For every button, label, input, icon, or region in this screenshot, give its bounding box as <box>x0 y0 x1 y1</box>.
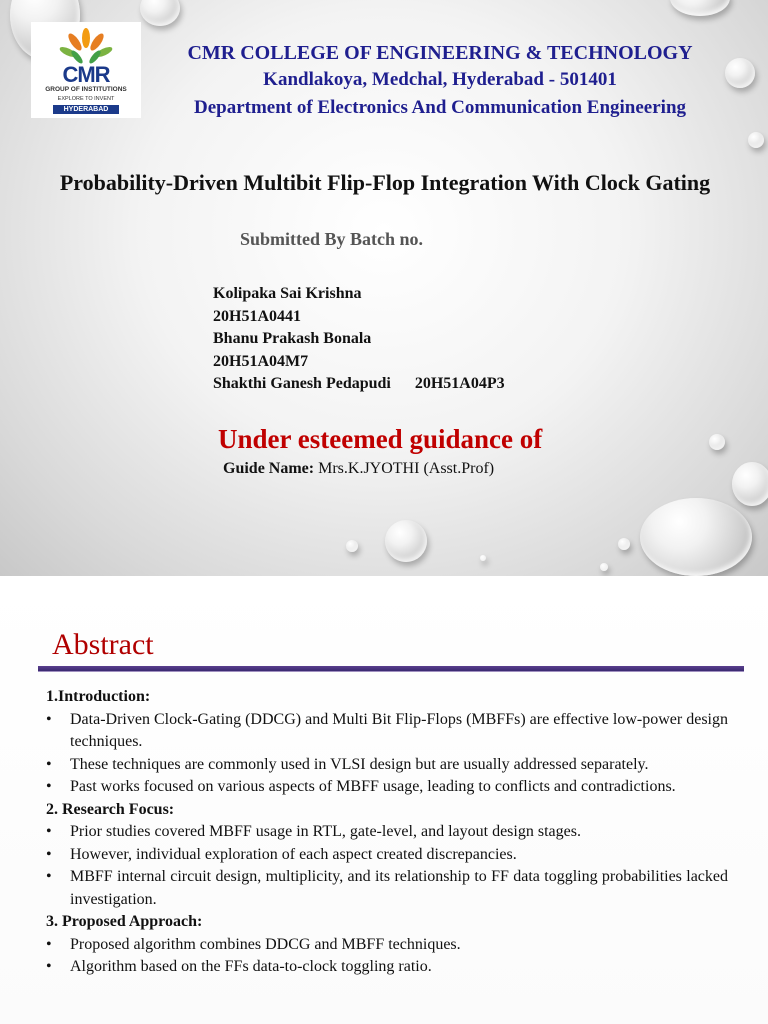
logo-tagline: EXPLORE TO INVENT <box>57 96 115 102</box>
list-item-text: Prior studies covered MBFF usage in RTL, gate-level, and layout design stages. <box>70 823 581 840</box>
logo-group-text: GROUP OF INSTITUTIONS <box>45 86 127 93</box>
bullet-icon: • <box>46 755 52 773</box>
list-item-text: Proposed algorithm combines DDCG and MBFF techniques. <box>70 935 461 953</box>
bullet-icon: • <box>46 958 52 975</box>
guide-label: Guide Name: <box>223 460 315 477</box>
water-drop-decoration <box>480 555 486 561</box>
department-name: Department of Electronics And Communication Engineering <box>193 97 687 118</box>
list-item <box>46 844 728 867</box>
list-item-text: MBFF internal circuit design, multiplicity, and its relationship to FF data toggling probabilities lacked investigation. <box>70 868 728 908</box>
abstract-content <box>46 686 728 979</box>
list-item-text: These techniques are commonly used in VLSI design but are usually addressed separately. <box>70 755 649 773</box>
college-address: Kandlakoya, Medchal, Hyderabad - 501401 <box>263 69 617 90</box>
team-members <box>213 283 505 396</box>
water-drop-decoration <box>346 540 358 552</box>
member-line: 20H51A0441 <box>213 307 301 325</box>
guide-value: Mrs.K.JYOTHI (Asst.Prof) <box>314 460 495 477</box>
water-drop-decoration <box>709 434 725 450</box>
guide-name <box>223 460 494 478</box>
logo-wordmark: CMR <box>62 62 110 87</box>
water-drop-decoration <box>732 462 768 506</box>
water-drop-decoration <box>385 520 427 562</box>
list-item <box>46 866 728 911</box>
list-item-text: Algorithm based on the FFs data-to-clock toggling ratio. <box>70 958 432 975</box>
list-item <box>46 934 728 957</box>
section-heading: 2. Research Focus: <box>46 800 175 818</box>
guidance-heading: Under esteemed guidance of <box>218 424 543 454</box>
water-drop-decoration <box>748 132 764 148</box>
bullet-icon: • <box>46 778 52 795</box>
member-line: 20H51A04M7 <box>213 352 309 370</box>
list-item <box>46 776 728 799</box>
college-name: CMR COLLEGE OF ENGINEERING & TECHNOLOGY <box>187 42 693 64</box>
submitted-by-label: Submitted By Batch no. <box>240 229 424 249</box>
title-divider <box>38 666 744 672</box>
list-item <box>46 709 728 754</box>
bullet-icon: • <box>46 935 52 953</box>
water-drop-decoration <box>640 498 752 576</box>
abstract-title: Abstract <box>52 628 154 661</box>
project-title: Probability-Driven Multibit Flip-Flop Integration With Clock Gating <box>59 170 711 195</box>
water-drop-decoration <box>600 563 608 571</box>
list-item-text: However, individual exploration of each aspect created discrepancies. <box>70 845 517 863</box>
member-line: Shakthi Ganesh Pedapudi 20H51A04P3 <box>213 375 505 392</box>
water-drop-decoration <box>140 0 180 26</box>
member-line: Kolipaka Sai Krishna <box>213 285 362 302</box>
water-drop-decoration <box>618 538 630 550</box>
bullet-icon: • <box>46 710 52 728</box>
member-line: Bhanu Prakash Bonala <box>213 330 372 347</box>
bullet-icon: • <box>46 845 52 863</box>
bullet-icon: • <box>46 823 52 840</box>
list-item <box>46 821 728 844</box>
cmr-logo <box>31 22 141 118</box>
section-heading: 3. Proposed Approach: <box>46 913 203 930</box>
list-item <box>46 754 728 777</box>
list-item-text: Past works focused on various aspects of MBFF usage, leading to conflicts and contradictions. <box>70 778 676 795</box>
water-drop-decoration <box>670 0 730 16</box>
list-item-text: Data-Driven Clock-Gating (DDCG) and Multi Bit Flip-Flops (MBFFs) are effective low-power design techniques. <box>70 710 728 750</box>
list-item <box>46 956 728 979</box>
section-heading: 1.Introduction: <box>46 688 151 705</box>
bullet-icon: • <box>46 868 52 885</box>
logo-location-badge: HYDERABAD <box>53 105 119 114</box>
abstract-slide <box>0 576 768 1024</box>
